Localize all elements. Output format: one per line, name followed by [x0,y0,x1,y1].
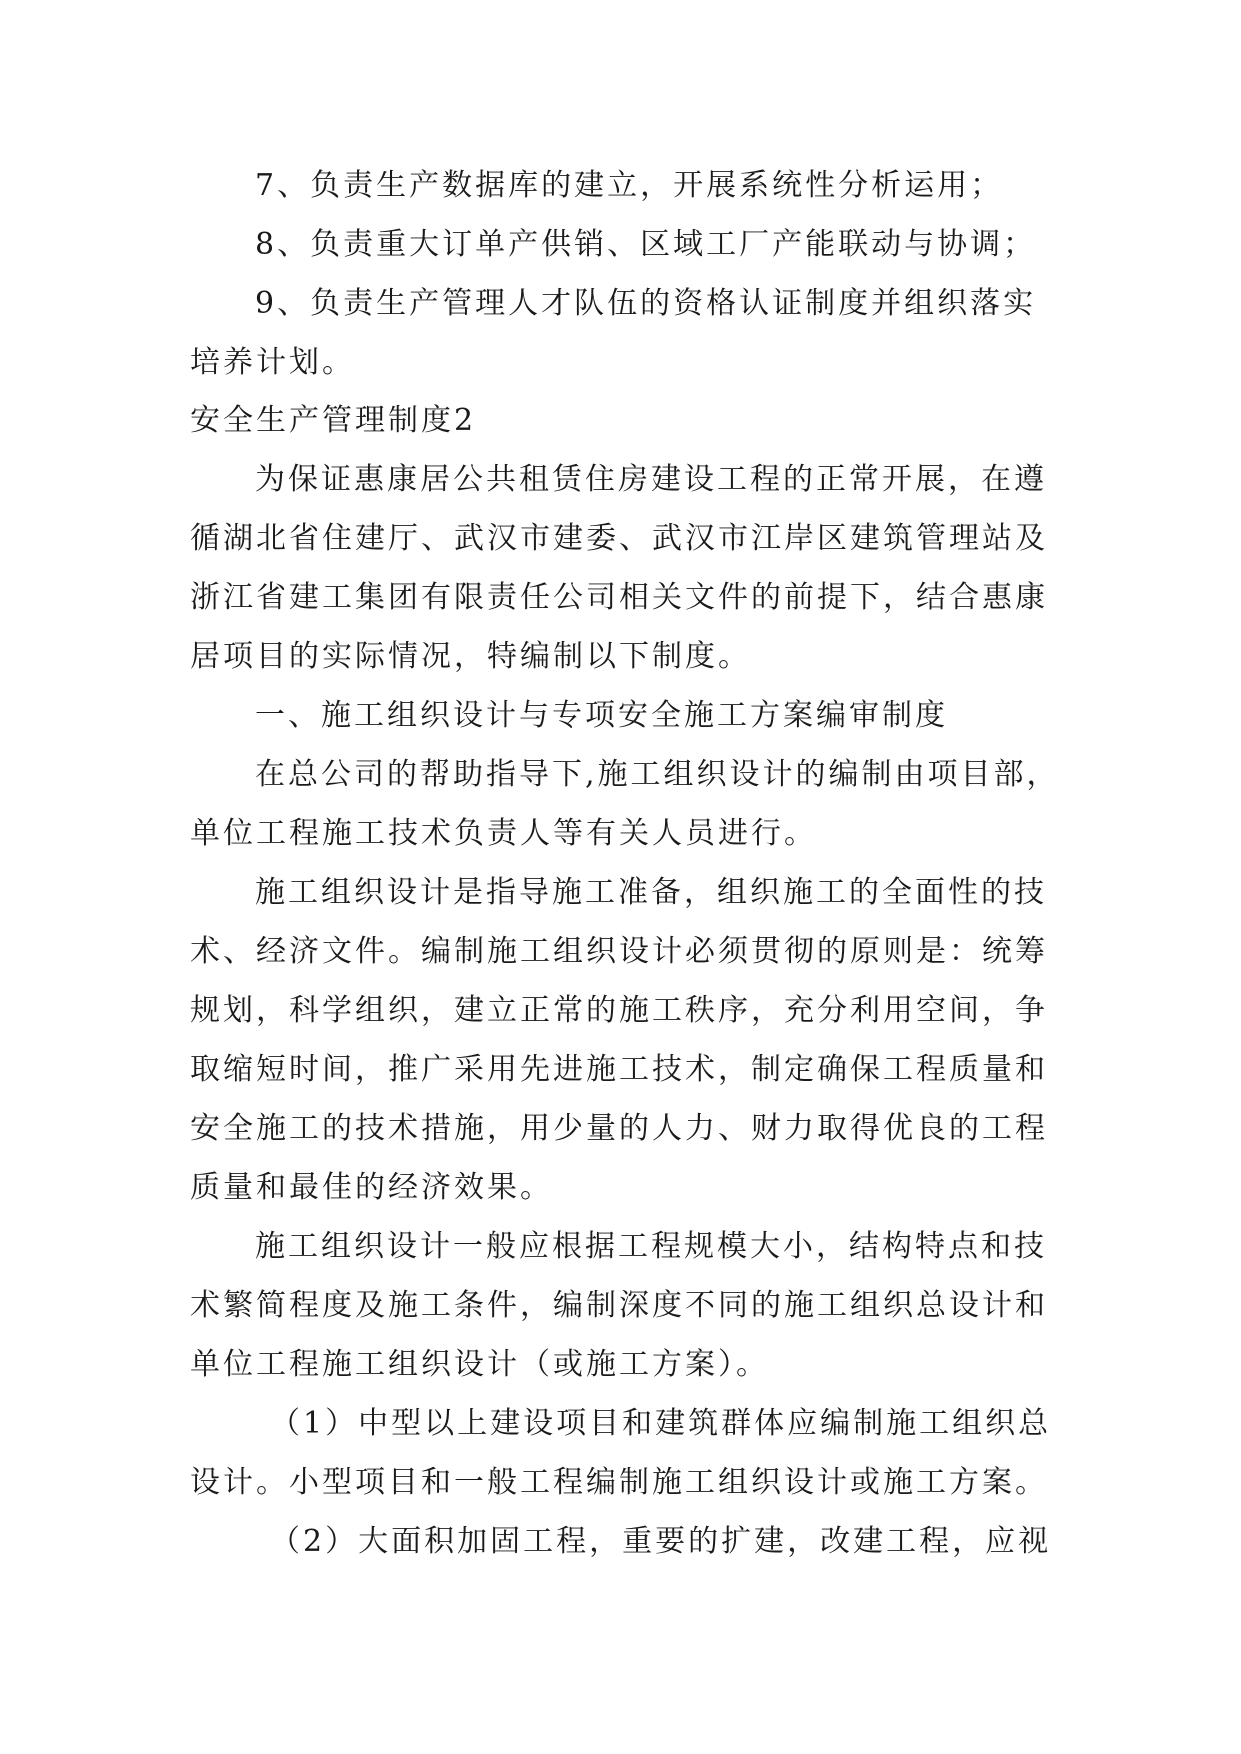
paragraph-line: 施工组织设计是指导施工准备，组织施工的全面性的技 [255,875,1047,910]
paragraph-line: 浙江省建工集团有限责任公司相关文件的前提下，结合惠康 [190,580,1048,615]
list-item-8: 8、负责重大订单产供销、区域工厂产能联动与协调； [255,227,1037,262]
paragraph-line: 循湖北省住建厅、武汉市建委、武汉市江岸区建筑管理站及 [190,521,1048,556]
paragraph-line: 规划，科学组织，建立正常的施工秩序，充分利用空间，争 [190,993,1048,1028]
subsection-heading: 一、施工组织设计与专项安全施工方案编审制度 [255,698,948,733]
paragraph-line: 术、经济文件。编制施工组织设计必须贯彻的原则是：统筹 [190,934,1048,969]
paragraph-line: 安全施工的技术措施，用少量的人力、财力取得优良的工程 [190,1111,1048,1146]
numbered-item-2: （2）大面积加固工程，重要的扩建，改建工程，应视 [270,1524,1052,1559]
paragraph-line: 单位工程施工技术负责人等有关人员进行。 [190,816,817,851]
list-item-9: 9、负责生产管理人才队伍的资格认证制度并组织落实 [255,286,1037,321]
list-item-9-continued: 培养计划。 [190,345,355,380]
paragraph-line: 取缩短时间，推广采用先进施工技术，制定确保工程质量和 [190,1052,1048,1087]
numbered-item-1-continued: 设计。小型项目和一般工程编制施工组织设计或施工方案。 [190,1465,1048,1500]
paragraph-line: 居项目的实际情况，特编制以下制度。 [190,639,751,674]
paragraph-line: 施工组织设计一般应根据工程规模大小，结构特点和技 [255,1229,1047,1264]
paragraph-line: 单位工程施工组织设计（或施工方案）。 [190,1347,769,1382]
paragraph-line: 术繁简程度及施工条件，编制深度不同的施工组织总设计和 [190,1288,1048,1323]
paragraph-line: 在总公司的帮助指导下,施工组织设计的编制由项目部， [255,757,1060,792]
paragraph-line: 质量和最佳的经济效果。 [190,1170,553,1205]
list-item-7: 7、负责生产数据库的建立，开展系统性分析运用； [255,168,1004,203]
paragraph-line: 为保证惠康居公共租赁住房建设工程的正常开展，在遵 [255,462,1047,497]
section-heading: 安全生产管理制度2 [190,403,477,438]
numbered-item-1: （1）中型以上建设项目和建筑群体应编制施工组织总 [270,1406,1052,1441]
